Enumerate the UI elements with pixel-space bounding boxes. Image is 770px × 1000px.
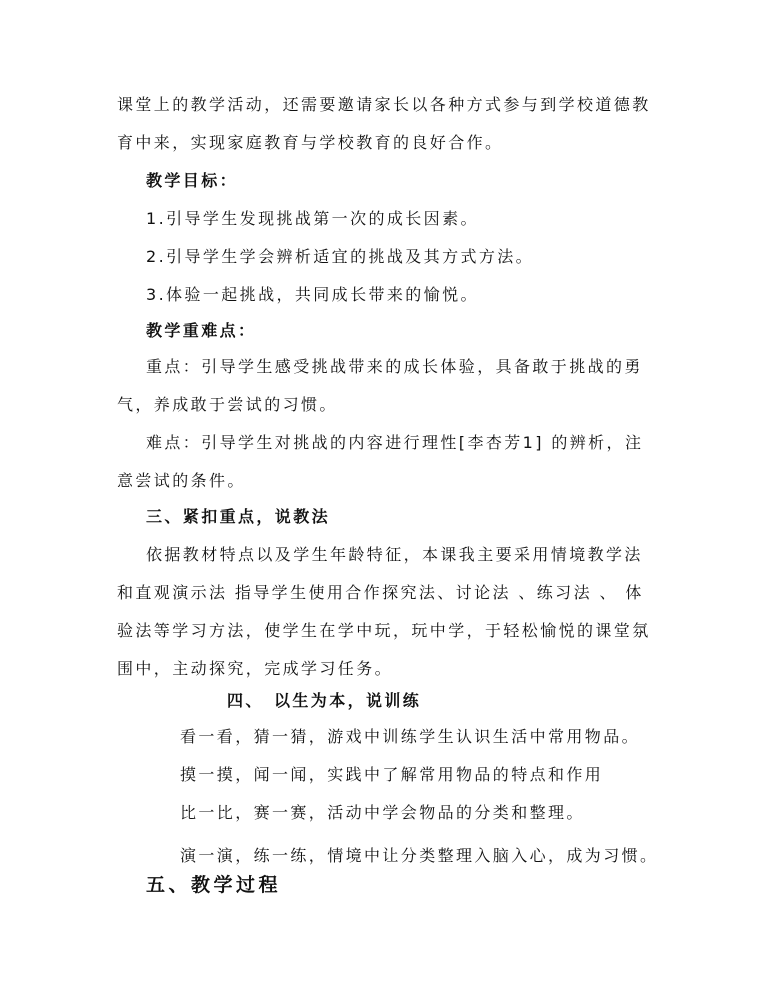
key-points-heading: 教学重难点： [146, 321, 257, 340]
section-4-line: 摸一摸，闻一闻，实践中了解常用物品的特点和作用 [180, 765, 604, 784]
section-5-heading: 五、教学过程 [146, 874, 282, 896]
section-3-line: 验法等学习方法，使学生在学中玩，玩中学，于轻松愉悦的课堂氛 [117, 621, 651, 640]
section-3-line: 依据教材特点以及学生年龄特征，本课我主要采用情境教学法 [146, 545, 643, 564]
intro-paragraph-line: 育中来，实现家庭教育与学校教育的良好合作。 [117, 133, 504, 152]
section-4-line: 演一演，练一练，情境中让分类整理入脑入心，成为习惯。 [180, 846, 659, 865]
focus-paragraph-line: 重点：引导学生感受挑战带来的成长体验，具备敢于挑战的勇 [146, 357, 643, 376]
section-4-line: 比一比，赛一赛，活动中学会物品的分类和整理。 [180, 803, 585, 822]
section-4-heading: 以生为本，说训练 [274, 691, 422, 710]
objectives-heading: 教学目标： [146, 171, 239, 190]
section-4-line: 看一看，猜一猜，游戏中训练学生认识生活中常用物品。 [180, 727, 641, 746]
objective-item: 2.引导学生学会辨析适宜的挑战及其方式方法。 [146, 247, 535, 266]
difficulty-paragraph-line: 意尝试的条件。 [117, 471, 246, 490]
focus-paragraph-line: 气，养成敢于尝试的习惯。 [117, 395, 338, 414]
objective-item: 3.体验一起挑战，共同成长带来的愉悦。 [146, 285, 479, 304]
difficulty-paragraph-line: 难点：引导学生对挑战的内容进行理性[李杏芳1] 的辨析，注 [146, 433, 644, 452]
section-3-heading: 三、紧扣重点，说教法 [146, 507, 331, 526]
intro-paragraph-line: 课堂上的教学活动，还需要邀请家长以各种方式参与到学校道德教 [117, 95, 651, 114]
section-3-line: 和直观演示法 指导学生使用合作探究法、讨论法 、练习法 、 体 [117, 583, 644, 602]
section-3-line: 围中，主动探究，完成学习任务。 [117, 659, 394, 678]
section-4-heading-number: 四、 [227, 691, 264, 710]
objective-item: 1.引导学生发现挑战第一次的成长因素。 [146, 209, 479, 228]
